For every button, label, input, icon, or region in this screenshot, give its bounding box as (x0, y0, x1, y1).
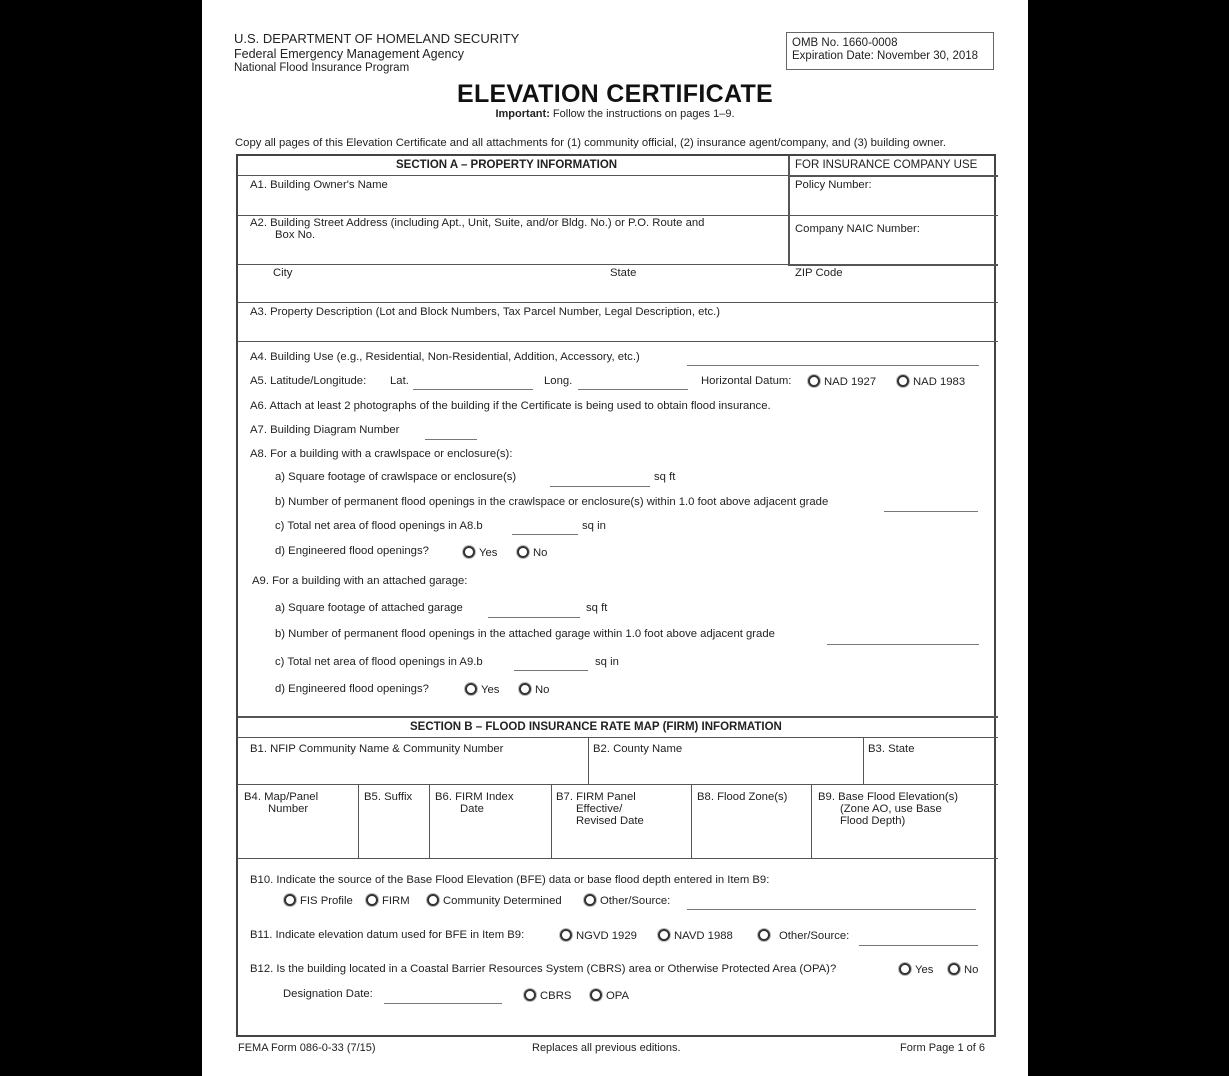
a5-long-field[interactable] (578, 389, 688, 390)
opa-radio[interactable] (590, 989, 602, 1001)
a8b-field[interactable] (884, 511, 978, 512)
nad-1983-option[interactable] (897, 375, 965, 388)
ngvd-1929-label: NGVD 1929 (576, 930, 637, 942)
important-text: Follow the instructions on pages 1–9. (549, 108, 735, 120)
a6-photographs-label: A6. Attach at least 2 photographs of the building if the Certificate is being used to obtain flood insurance. (250, 400, 771, 412)
community-determined-radio[interactable] (427, 894, 439, 906)
copy-notice: Copy all pages of this Elevation Certificate and all attachments for (1) community official, (2) insurance agent/company, and (3) building owner. (235, 137, 947, 149)
b10-fis-profile-option[interactable] (284, 894, 353, 907)
divider (863, 737, 864, 784)
a5-lat-long-label: A5. Latitude/Longitude: (250, 375, 367, 387)
b11-ngvd-1929-option[interactable] (560, 929, 637, 942)
b10-other-source-radio[interactable] (584, 894, 596, 906)
a9d-no-option[interactable] (519, 683, 549, 696)
omb-box (786, 32, 994, 70)
divider (790, 215, 998, 216)
b9-bfe-label-1: B9. Base Flood Elevation(s) (818, 791, 959, 803)
a9d-yes-radio[interactable] (465, 683, 477, 695)
a9-garage-label: A9. For a building with an attached garage: (252, 575, 468, 587)
zip-label: ZIP Code (795, 267, 843, 279)
a8d-no-option[interactable] (517, 546, 547, 559)
page-title: ELEVATION CERTIFICATE (456, 80, 774, 108)
divider (238, 784, 998, 785)
b3-state-label: B3. State (868, 743, 915, 755)
a8d-yes-radio[interactable] (463, 546, 475, 558)
a8c-label: c) Total net area of flood openings in A8.b (275, 520, 483, 532)
cbrs-label: CBRS (540, 990, 572, 1002)
a8d-no-label: No (533, 547, 548, 559)
a8a-field[interactable] (550, 486, 650, 487)
section-a-title: SECTION A – PROPERTY INFORMATION (396, 159, 618, 171)
divider (429, 784, 430, 858)
b10-community-determined-option[interactable] (427, 894, 562, 907)
nad-1983-label: NAD 1983 (913, 376, 966, 388)
a5-lat-label: Lat. (390, 375, 409, 387)
divider (238, 302, 998, 303)
a4-building-use-field[interactable] (687, 365, 979, 366)
b12-no-radio[interactable] (948, 963, 960, 975)
b10-other-source-option[interactable] (584, 894, 670, 907)
a5-horizontal-datum-label: Horizontal Datum: (701, 375, 792, 387)
agency-line-3: National Flood Insurance Program (234, 62, 410, 74)
a8d-yes-option[interactable] (463, 546, 497, 559)
divider (238, 264, 788, 265)
b2-county-label: B2. County Name (593, 743, 683, 755)
city-label: City (273, 267, 293, 279)
fis-profile-label: FIS Profile (300, 895, 353, 907)
a9a-label: a) Square footage of attached garage (275, 602, 463, 614)
designation-date-field[interactable] (384, 1003, 502, 1004)
b12-cbrs-opa-label: B12. Is the building located in a Coastal Barrier Resources System (CBRS) area or Otherwise Protected Area (OPA)? (250, 963, 837, 975)
a9c-unit: sq in (595, 656, 619, 668)
a9d-no-label: No (535, 684, 550, 696)
a9d-yes-option[interactable] (465, 683, 499, 696)
b4-map-panel-label-2: Number (268, 803, 309, 815)
nad-1927-option[interactable] (808, 375, 876, 388)
state-label: State (610, 267, 637, 279)
agency-line-2: Federal Emergency Management Agency (234, 47, 464, 61)
b6-firm-index-label-2: Date (460, 803, 484, 815)
b7-firm-panel-label-1: B7. FIRM Panel (556, 791, 636, 803)
b10-bfe-source-label: B10. Indicate the source of the Base Flood Elevation (BFE) data or base flood depth entered in Item B9: (250, 874, 770, 886)
divider (358, 784, 359, 858)
b10-other-source-field[interactable] (687, 909, 976, 910)
b5-suffix-label: B5. Suffix (364, 791, 413, 803)
a9c-label: c) Total net area of flood openings in A9.b (275, 656, 483, 668)
a8d-yes-label: Yes (479, 547, 498, 559)
cbrs-radio[interactable] (524, 989, 536, 1001)
divider (238, 858, 998, 859)
b1-community-label: B1. NFIP Community Name & Community Number (250, 743, 504, 755)
form-frame (236, 154, 996, 1037)
b11-navd-1988-option[interactable] (658, 929, 733, 942)
important-label: Important: (495, 108, 550, 120)
firm-label: FIRM (382, 895, 410, 907)
a5-lat-field[interactable] (413, 389, 533, 390)
a5-long-label: Long. (544, 375, 573, 387)
nad-1927-radio[interactable] (808, 375, 820, 387)
b8-flood-zone-label: B8. Flood Zone(s) (697, 791, 788, 803)
divider (551, 784, 552, 858)
b11-other-source-label: Other/Source: (779, 930, 850, 942)
a8d-no-radio[interactable] (517, 546, 529, 558)
important-note (202, 108, 1028, 120)
a8a-unit: sq ft (654, 471, 676, 483)
divider (588, 737, 589, 784)
a9d-label: d) Engineered flood openings? (275, 683, 429, 695)
a2-address-label-2: Box No. (275, 229, 316, 241)
a2-address-label-1: A2. Building Street Address (including Apt., Unit, Suite, and/or Bldg. No.) or P.O. Route and (250, 217, 705, 229)
b12-no-option[interactable] (948, 963, 978, 976)
b11-other-source-option[interactable] (758, 929, 849, 942)
divider (788, 264, 998, 266)
nad-1927-label: NAD 1927 (824, 376, 877, 388)
b12-no-label: No (964, 964, 979, 976)
opa-label: OPA (606, 990, 630, 1002)
a7-diagram-number-field[interactable] (425, 439, 477, 440)
navd-1988-label: NAVD 1988 (674, 930, 733, 942)
nad-1983-radio[interactable] (897, 375, 909, 387)
b10-other-source-label: Other/Source: (600, 895, 671, 907)
expiration-date: Expiration Date: November 30, 2018 (792, 50, 979, 62)
firm-radio[interactable] (366, 894, 378, 906)
fis-profile-radio[interactable] (284, 894, 296, 906)
a7-diagram-number-label: A7. Building Diagram Number (250, 424, 400, 436)
a9a-field[interactable] (488, 617, 580, 618)
b9-bfe-label-3: Flood Depth) (840, 815, 906, 827)
b7-firm-panel-label-2: Effective/ (576, 803, 623, 815)
a4-building-use-label: A4. Building Use (e.g., Residential, Non-Residential, Addition, Accessory, etc.) (250, 351, 640, 363)
a9d-yes-label: Yes (481, 684, 500, 696)
divider (691, 784, 692, 858)
divider (790, 175, 998, 177)
a8-crawlspace-label: A8. For a building with a crawlspace or enclosure(s): (250, 448, 513, 460)
a8c-field[interactable] (512, 534, 578, 535)
a8c-unit: sq in (582, 520, 606, 532)
b12-yes-option[interactable] (899, 963, 933, 976)
b11-other-source-field[interactable] (859, 945, 978, 946)
b6-firm-index-label-1: B6. FIRM Index (435, 791, 514, 803)
ngvd-1929-radio[interactable] (560, 929, 572, 941)
a3-property-description-label: A3. Property Description (Lot and Block Numbers, Tax Parcel Number, Legal Description, etc.) (250, 306, 721, 318)
naic-number-label: Company NAIC Number: (795, 223, 920, 235)
divider (238, 215, 788, 216)
a8b-label: b) Number of permanent flood openings in the crawlspace or enclosure(s) within 1.0 foot above adjacent grade (275, 496, 829, 508)
divider (238, 737, 998, 738)
divider (811, 784, 812, 858)
a9d-no-radio[interactable] (519, 683, 531, 695)
b12-yes-label: Yes (915, 964, 934, 976)
a9b-field[interactable] (827, 644, 979, 645)
b12-yes-radio[interactable] (899, 963, 911, 975)
form-number: FEMA Form 086-0-33 (7/15) (238, 1042, 376, 1054)
agency-line-1: U.S. DEPARTMENT OF HOMELAND SECURITY (234, 31, 520, 46)
b4-map-panel-label-1: B4. Map/Panel (244, 791, 319, 803)
a1-owner-name-label: A1. Building Owner's Name (250, 179, 388, 191)
b9-bfe-label-2: (Zone AO, use Base (840, 803, 942, 815)
b7-firm-panel-label-3: Revised Date (576, 815, 644, 827)
divider (238, 175, 788, 176)
cbrs-option[interactable] (524, 989, 571, 1002)
navd-1988-radio[interactable] (658, 929, 670, 941)
b11-other-source-radio[interactable] (758, 929, 770, 941)
designation-date-label: Designation Date: (283, 988, 373, 1000)
a9b-label: b) Number of permanent flood openings in the attached garage within 1.0 foot above adjacent grade (275, 628, 775, 640)
opa-option[interactable] (590, 989, 629, 1002)
policy-number-label: Policy Number: (795, 179, 872, 191)
divider (238, 716, 998, 718)
divider (788, 156, 790, 265)
a9c-field[interactable] (514, 670, 588, 671)
divider (238, 341, 998, 342)
a8a-label: a) Square footage of crawlspace or enclosure(s) (275, 471, 517, 483)
omb-number: OMB No. 1660-0008 (792, 37, 898, 49)
replaces-notice: Replaces all previous editions. (532, 1042, 681, 1054)
document-page (202, 0, 1028, 1076)
page-number: Form Page 1 of 6 (900, 1042, 985, 1054)
a8d-label: d) Engineered flood openings? (275, 545, 429, 557)
b11-elevation-datum-label: B11. Indicate elevation datum used for BFE in Item B9: (250, 929, 525, 941)
community-determined-label: Community Determined (443, 895, 562, 907)
a9a-unit: sq ft (586, 602, 608, 614)
section-b-title: SECTION B – FLOOD INSURANCE RATE MAP (FIRM) INFORMATION (410, 721, 782, 733)
insurance-use-header: FOR INSURANCE COMPANY USE (795, 159, 978, 171)
b10-firm-option[interactable] (366, 894, 410, 907)
